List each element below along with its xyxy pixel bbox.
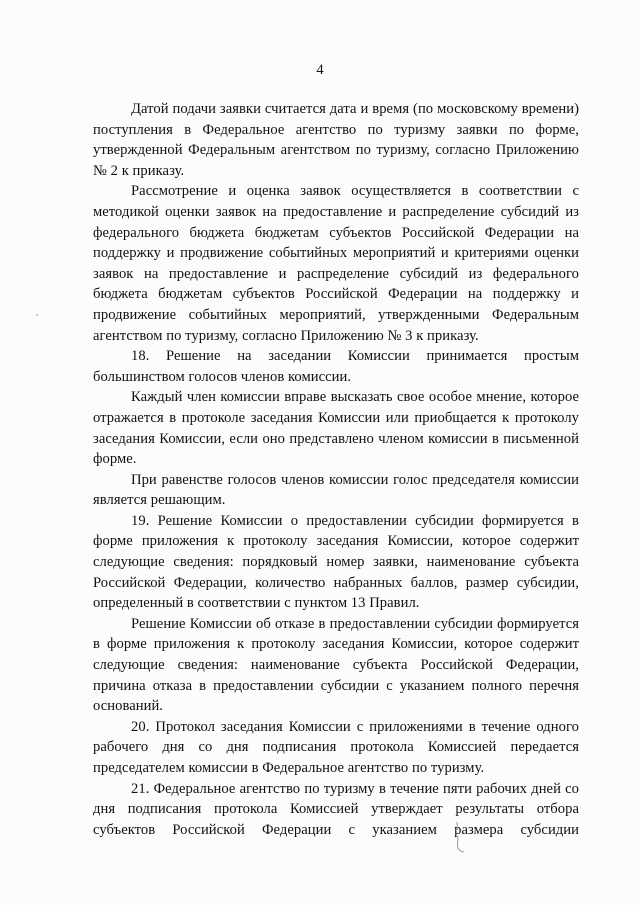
paragraph-application-date: Датой подачи заявки считается дата и время (по московскому времени) поступления в Федеральное агентство по туризму заявки по форме, утвержденной Федеральным агентством по туризму, согласно Приложению № 2 к приказу. bbox=[93, 101, 579, 179]
document-body bbox=[93, 99, 579, 840]
scan-artifact-mark bbox=[454, 820, 468, 854]
paragraph-application-review: Рассмотрение и оценка заявок осуществляется в соответствии с методикой оценки заявок на предоставление и распределение субсидий из федерального бюджета бюджетам субъектов Российской Федерации на поддержку и продвижение событийных мероприятий и критериями оценки заявок на предоставление и распределение субсидий из федерального бюджета бюджетам субъектов Российской Федерации на поддержку и продвижение событийных мероприятий, утвержденными Федеральным агентством по туризму, согласно Приложению № 3 к приказу. bbox=[93, 183, 579, 344]
paragraph-item-18: 18. Решение на заседании Комиссии принимается простым большинством голосов членов комиссии. bbox=[93, 348, 579, 385]
scan-speck bbox=[36, 314, 38, 316]
paragraph-item-21: 21. Федеральное агентство по туризму в течение пяти рабочих дней со дня подписания протокола Комиссией утверждает результаты отбора субъектов Российской Федерации с указанием размера субсидии bbox=[93, 780, 579, 838]
paragraph-item-19: 19. Решение Комиссии о предоставлении субсидии формируется в форме приложения к протоколу заседания Комиссии, которое содержит следующие сведения: порядковый номер заявки, наименование субъекта Российской Федерации, количество набранных баллов, размер субсидии, определенный в соответствии с пунктом 13 Правил. bbox=[93, 512, 579, 612]
paragraph-dissenting-opinion: Каждый член комиссии вправе высказать свое особое мнение, которое отражается в протоколе заседания Комиссии или приобщается к протоколу заседания Комиссии, если оно представлено членом комиссии в письменной форме. bbox=[93, 389, 579, 468]
page-number: 4 bbox=[316, 62, 324, 78]
paragraph-item-20: 20. Протокол заседания Комиссии с приложениями в течение одного рабочего дня со дня подписания протокола Комиссией передается председателем комиссии в Федеральное агентство по туризму. bbox=[93, 718, 579, 776]
paragraph-tie-vote: При равенстве голосов членов комиссии голос председателя комиссии является решающим. bbox=[93, 471, 579, 509]
paragraph-refusal-decision: Решение Комиссии об отказе в предоставлении субсидии формируется в форме приложения к протоколу заседания Комиссии, которое содержит следующие сведения: наименование субъекта Российской Федерации, причина отказа в предоставлении субсидии с указанием полного перечня оснований. bbox=[93, 615, 579, 715]
